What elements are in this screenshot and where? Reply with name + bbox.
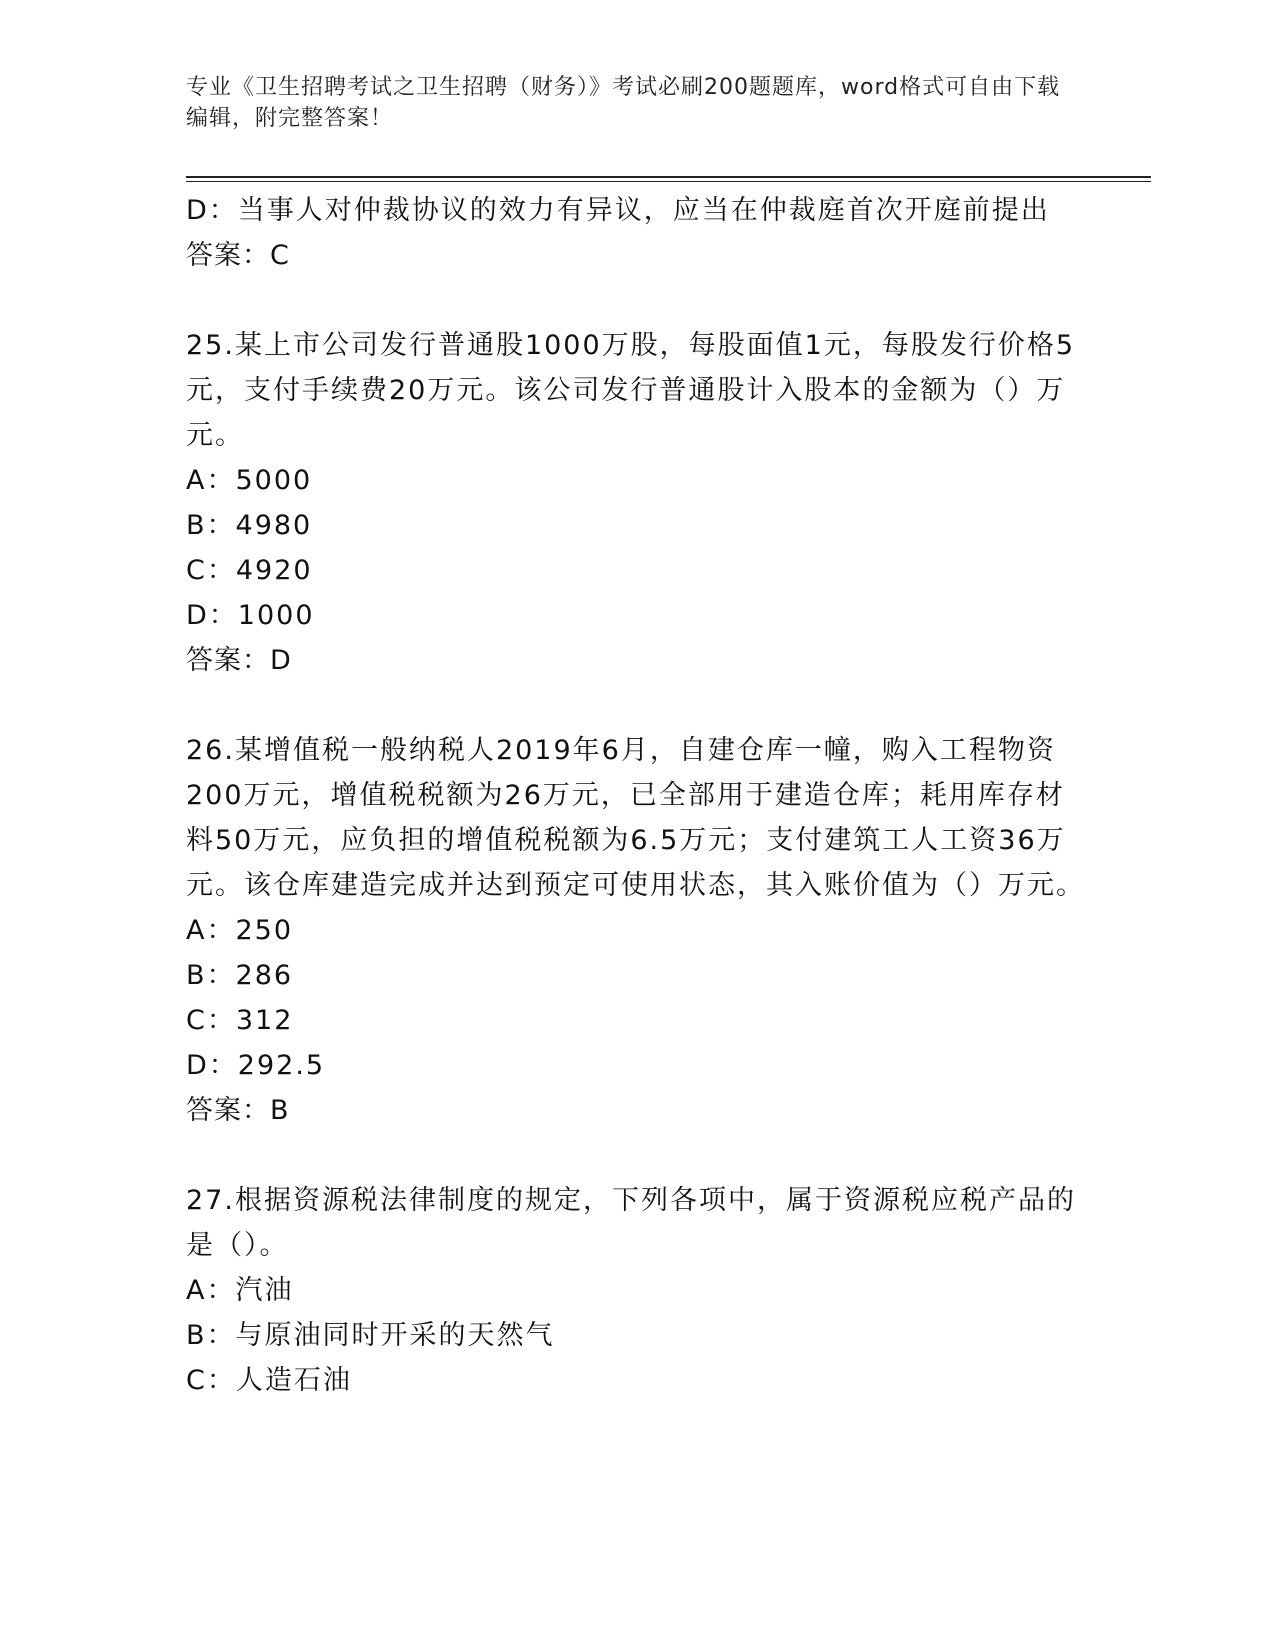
answer: 答案：D: [186, 645, 292, 676]
option-c: C：312: [186, 1005, 294, 1036]
question-26: [186, 728, 1086, 1133]
question-text: 26.某增值税一般纳税人2019年6月，自建仓库一幢，购入工程物资200万元，增值税税额为26万元，已全部用于建造仓库；耗用库存材料50万元，应负担的增值税税额为6.5万元；支付建筑工人工资36万元。该仓库建造完成并达到预定可使用状态，其入账价值为（）万元。: [186, 735, 1085, 901]
answer: 答案：B: [186, 1095, 290, 1126]
option-a: A：5000: [186, 465, 313, 496]
header-divider-thick: [186, 176, 1151, 178]
option-a: A：汽油: [186, 1275, 294, 1306]
option-b: B：与原油同时开采的天然气: [186, 1320, 555, 1351]
option-a: A：250: [186, 915, 294, 946]
option-b: B：4980: [186, 510, 313, 541]
option-d: D：292.5: [186, 1050, 326, 1081]
page-content: [186, 188, 1086, 1403]
question-text: 27.根据资源税法律制度的规定，下列各项中，属于资源税应税产品的是（）。: [186, 1185, 1076, 1261]
option-c: C：4920: [186, 555, 313, 586]
option-c: C：人造石油: [186, 1365, 352, 1396]
question-text: 25.某上市公司发行普通股1000万股，每股面值1元，每股发行价格5元，支付手续费20万元。该公司发行普通股计入股本的金额为（）万元。: [186, 330, 1076, 451]
question-27: [186, 1178, 1086, 1403]
page-header: 专业《卫生招聘考试之卫生招聘（财务）》考试必刷200题题库，word格式可自由下载编辑，附完整答案！: [186, 75, 1061, 131]
option-b: B：286: [186, 960, 294, 991]
question-25: [186, 323, 1086, 683]
carryover-option-d: D：当事人对仲裁协议的效力有异议，应当在仲裁庭首次开庭前提出: [186, 195, 1050, 226]
option-d: D：1000: [186, 600, 315, 631]
header-divider-thin: [186, 181, 1151, 182]
carryover-answer: 答案：C: [186, 240, 290, 271]
